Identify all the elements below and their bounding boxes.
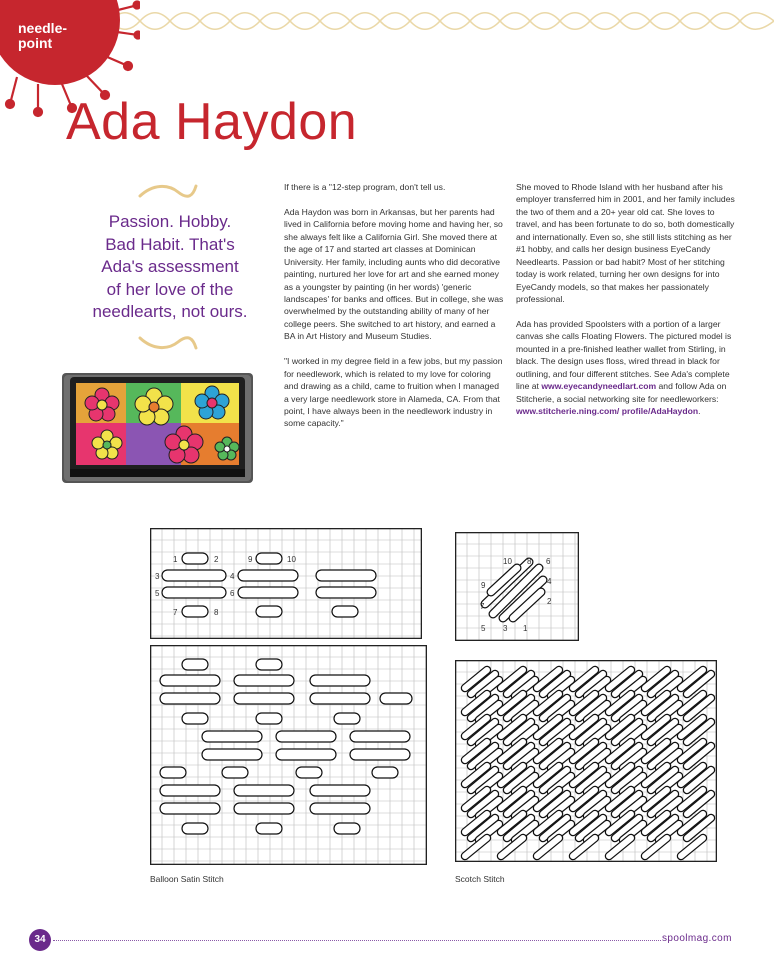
- stitch-number: 5: [155, 589, 160, 598]
- article-column-1: [284, 181, 506, 442]
- scotch-caption: Scotch Stitch: [455, 874, 505, 884]
- section-tag: [18, 21, 67, 51]
- stitch-number: 8: [214, 608, 219, 617]
- stitch-number: 1: [523, 624, 528, 633]
- footer-site: spoolmag.com: [662, 933, 732, 944]
- section-tag-line2: point: [18, 35, 53, 51]
- footer-divider: [53, 940, 661, 941]
- scotch-stitch-diagram-pattern: [455, 660, 717, 862]
- eyecandy-link[interactable]: www.eyecandyneedlart.com: [541, 381, 657, 392]
- stitch-number: 9: [481, 581, 486, 590]
- paragraph: Ada Haydon was born in Arkansas, but her parents had lived in California before moving home and having her, so she always felt like a California Girl. She moved there at the age of 17 and started art classes at Dominican University. Her family, including aunts who did decorative painting, nurtured her love for art and she earned money as a youngster by painting (in her words) 'generic landscapes' for banks and offices. But in college, she was overwhelmed by the outstanding ability of many of her college peers. She switched to art history, and earned a BA in Art History and Museum Studies.: [284, 206, 504, 342]
- balloon-stitch-diagram-key: [150, 528, 422, 639]
- stitch-number: 4: [230, 572, 235, 581]
- pull-quote-line: Passion. Hobby.: [108, 212, 232, 231]
- pull-quote-line: Ada's assessment: [101, 257, 239, 276]
- section-tag-line1: needle-: [18, 20, 68, 36]
- balloon-stitch-diagram-pattern: [150, 645, 427, 865]
- page-number: 34: [29, 929, 51, 951]
- article-column-2: [516, 181, 738, 430]
- paragraph-text: and follow Ada on Stitcherie, a social networking site for needleworkers:: [516, 381, 727, 404]
- stitcherie-link[interactable]: www.stitcherie.ning.com/ profile/AdaHaydon: [516, 406, 699, 417]
- stitch-number: 9: [248, 555, 253, 564]
- stitch-number: 10: [287, 555, 296, 564]
- wallet-photo: [62, 373, 253, 483]
- scotch-stitch-diagram-key: [455, 532, 579, 641]
- pull-quote: [82, 211, 258, 324]
- balloon-caption: Balloon Satin Stitch: [150, 874, 224, 884]
- pull-quote-line: Bad Habit. That's: [105, 234, 235, 254]
- stitch-number: 2: [214, 555, 219, 564]
- paragraph-text: Ada has provided Spoolsters with a portion of a larger canvas she calls Floating Flowers. The pictured model is mounted in a pre-finished leather wallet from Stirling, in black. The design uses floss, wired thread in black for outlining, and four different stitches. See Ada's complete line at: [516, 318, 732, 392]
- stitch-number: 4: [547, 577, 552, 586]
- stitch-number: 7: [173, 608, 178, 617]
- paragraph: "I worked in my degree field in a few jobs, but my passion for needlework, which is related to my love for coloring and drawing as a child, came to fruition when I managed a very large needlework store in Alameda, CA. From that point, I have always been in the needlework industry in some capacity.": [284, 356, 503, 429]
- stitch-number: 6: [546, 557, 551, 566]
- stitch-number: 7: [480, 602, 485, 611]
- swirl-ornament-bottom: [138, 332, 198, 354]
- paragraph: She moved to Rhode Island with her husband after his employer transferred him in 2001, and her family includes the two of them and a 20+ year old cat. She loves to travel, and has been fortunate to do so, both domestically and internationally. Even so, she still lists stitching as her #1 hobby, and calls her design business EyeCandy Needlearts. Passion or bad habit? Most of her stitching today is work related, turning her own designs for into EyeCandy models, so that makes her passionately professional.: [516, 182, 735, 305]
- paragraph-text: .: [698, 406, 701, 417]
- decorative-border: [110, 8, 774, 34]
- stitch-number: 8: [527, 557, 532, 566]
- stitch-number: 10: [503, 557, 512, 566]
- stitch-number: 3: [155, 572, 160, 581]
- swirl-ornament-top: [138, 180, 198, 202]
- paragraph: If there is a "12-step program, don't tell us.: [284, 182, 446, 192]
- stitch-number: 1: [173, 555, 178, 564]
- stitch-number: 5: [481, 624, 486, 633]
- page-title: Ada Haydon: [66, 93, 358, 151]
- pull-quote-line: needlearts, not ours.: [92, 302, 248, 321]
- stitch-number: 3: [503, 624, 508, 633]
- stitch-number: 6: [230, 589, 235, 598]
- stitch-number: 2: [547, 597, 552, 606]
- pull-quote-line: of her love of the: [106, 279, 234, 299]
- paragraph: [516, 318, 738, 418]
